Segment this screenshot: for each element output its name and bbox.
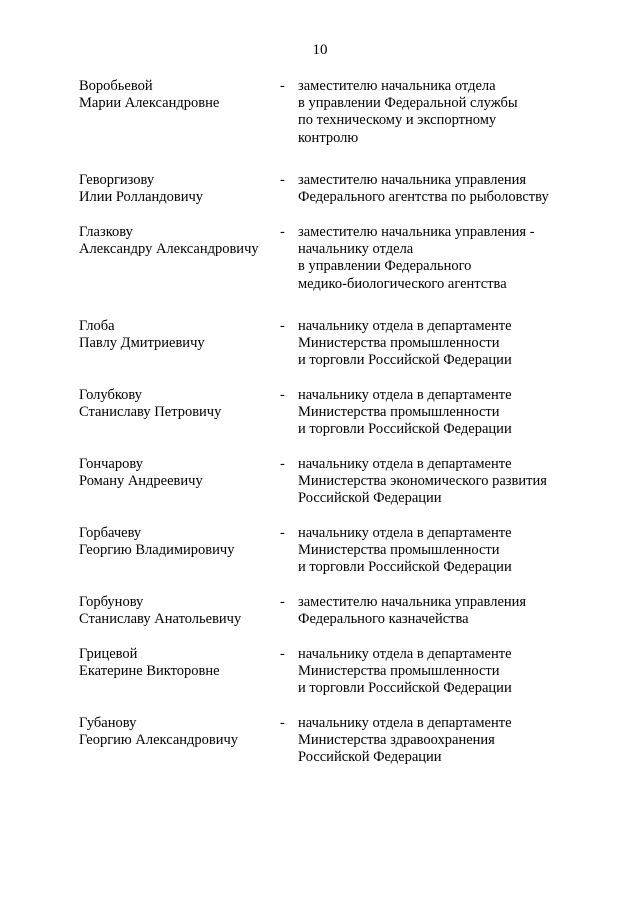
surname: Геворгизову <box>79 172 155 188</box>
dash-separator: - <box>280 318 285 334</box>
position-line: Министерства промышленности <box>298 335 500 352</box>
list-item <box>0 387 640 456</box>
surname: Губанову <box>79 715 137 731</box>
surname: Глоба <box>79 318 115 334</box>
position-line: Федерального агентства по рыболовству <box>298 189 549 206</box>
position-line: в управлении Федерального <box>298 258 472 275</box>
dash-separator: - <box>280 78 285 94</box>
person-name <box>79 172 279 206</box>
list-item <box>0 715 640 785</box>
position-title <box>298 172 598 206</box>
position-line: Министерства промышленности <box>298 542 500 559</box>
position-line: контролю <box>298 129 359 146</box>
position-title <box>298 456 598 508</box>
position-line: начальнику отдела в департаменте <box>298 456 512 472</box>
dash-separator: - <box>280 456 285 472</box>
position-line: Министерства промышленности <box>298 404 500 421</box>
person-name <box>79 78 279 112</box>
position-line: и торговли Российской Федерации <box>298 421 512 438</box>
list-item <box>0 318 640 387</box>
dash-separator: - <box>280 646 285 662</box>
position-line: в управлении Федеральной службы <box>298 95 518 112</box>
surname: Голубкову <box>79 387 142 403</box>
given-names: Георгию Владимировичу <box>79 542 235 559</box>
list-item <box>0 224 640 318</box>
position-title <box>298 224 598 293</box>
list-item <box>0 646 640 715</box>
position-line: и торговли Российской Федерации <box>298 680 512 697</box>
surname: Горбачеву <box>79 525 142 541</box>
position-title <box>298 525 598 577</box>
position-title <box>298 646 598 698</box>
given-names: Илии Ролландовичу <box>79 189 204 206</box>
dash-separator: - <box>280 172 285 188</box>
person-name <box>79 456 279 490</box>
position-line: и торговли Российской Федерации <box>298 352 512 369</box>
position-line: медико-биологического агентства <box>298 275 507 292</box>
person-name <box>79 525 279 559</box>
list-item <box>0 456 640 525</box>
position-title <box>298 78 598 147</box>
position-line: начальнику отдела в департаменте <box>298 387 512 403</box>
person-name <box>79 318 279 352</box>
given-names: Александру Александровичу <box>79 241 259 258</box>
position-line: начальнику отдела в департаменте <box>298 646 512 662</box>
position-line: начальнику отдела в департаменте <box>298 525 512 541</box>
position-line: Министерства экономического развития <box>298 473 547 490</box>
surname: Глазкову <box>79 224 133 240</box>
position-title <box>298 594 598 628</box>
given-names: Марии Александровне <box>79 95 220 112</box>
position-line: по техническому и экспортному <box>298 112 497 129</box>
list-item <box>0 78 640 172</box>
given-names: Станиславу Петровичу <box>79 404 222 421</box>
page-number: 10 <box>312 42 328 58</box>
list-item <box>0 172 640 224</box>
position-line: Российской Федерации <box>298 490 442 507</box>
given-names: Станиславу Анатольевичу <box>79 611 242 628</box>
position-line: начальнику отдела в департаменте <box>298 318 512 334</box>
position-line: начальнику отдела в департаменте <box>298 715 512 731</box>
given-names: Екатерине Викторовне <box>79 663 220 680</box>
position-title <box>298 387 598 439</box>
given-names: Павлу Дмитриевичу <box>79 335 205 352</box>
position-line: заместителю начальника управления - <box>298 224 535 240</box>
list-item <box>0 594 640 646</box>
position-line: Федерального казначейства <box>298 611 469 628</box>
dash-separator: - <box>280 594 285 610</box>
position-line: начальнику отдела <box>298 241 414 258</box>
given-names: Георгию Александровичу <box>79 732 239 749</box>
position-title <box>298 715 598 767</box>
position-line: заместителю начальника отдела <box>298 78 496 94</box>
position-line: и торговли Российской Федерации <box>298 559 512 576</box>
position-line: Министерства промышленности <box>298 663 500 680</box>
position-line: Российской Федерации <box>298 749 442 766</box>
surname: Гончарову <box>79 456 143 472</box>
person-name <box>79 224 279 258</box>
person-name <box>79 387 279 421</box>
surname: Грицевой <box>79 646 138 662</box>
position-line: заместителю начальника управления <box>298 594 527 610</box>
person-name <box>79 646 279 680</box>
dash-separator: - <box>280 525 285 541</box>
surname: Горбунову <box>79 594 144 610</box>
dash-separator: - <box>280 387 285 403</box>
dash-separator: - <box>280 224 285 240</box>
position-line: Министерства здравоохранения <box>298 732 495 749</box>
surname: Воробьевой <box>79 78 153 94</box>
person-name <box>79 594 279 628</box>
dash-separator: - <box>280 715 285 731</box>
given-names: Роману Андреевичу <box>79 473 203 490</box>
appointment-list <box>0 78 640 785</box>
person-name <box>79 715 279 749</box>
list-item <box>0 525 640 594</box>
position-line: заместителю начальника управления <box>298 172 527 188</box>
position-title <box>298 318 598 370</box>
